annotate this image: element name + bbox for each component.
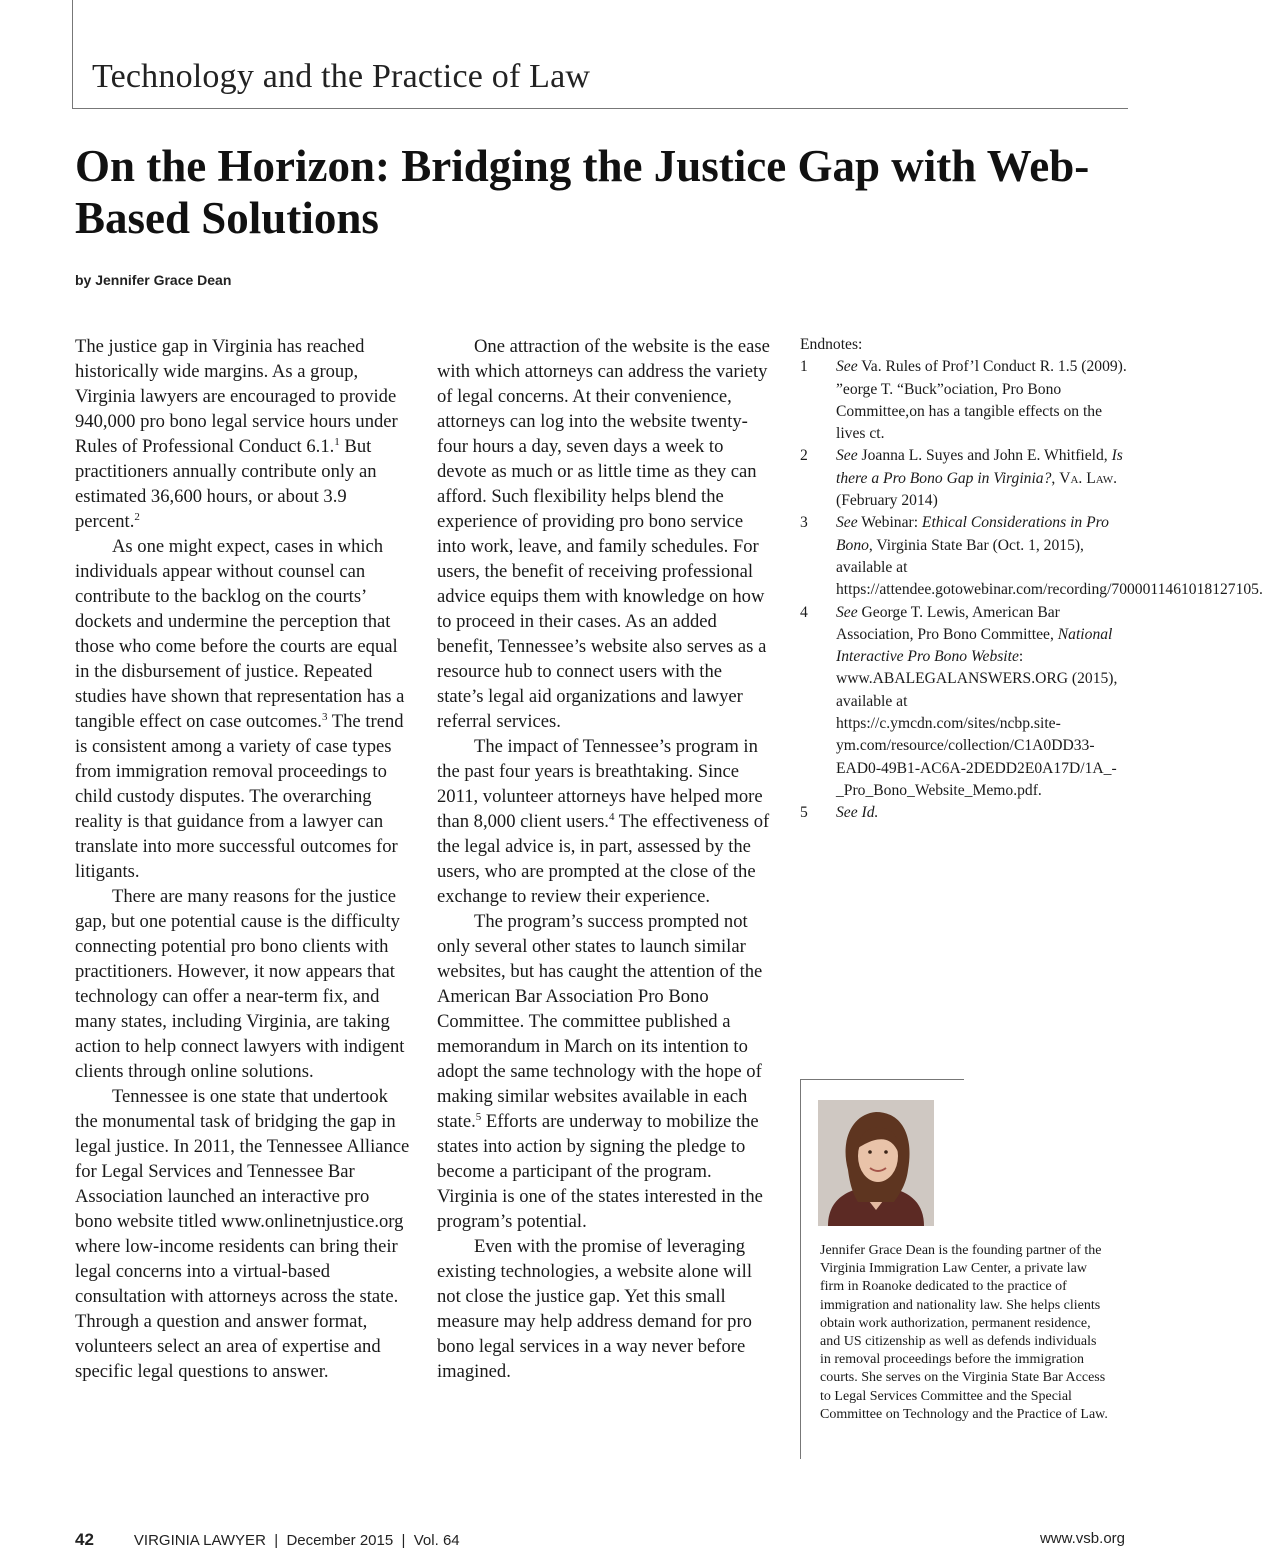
section-rule-horizontal bbox=[72, 108, 1128, 109]
author-bio: Jennifer Grace Dean is the founding partner of the Virginia Immigration Law Center, a private law firm in Roanoke dedicated to the practice of immigration and nationality law. She helps clients obtain work authorization, permanent residence, and US citizenship as well as defends individuals in removal proceedings before the immigration courts. She serves on the Virginia State Bar Access to Legal Services Committee and the Special Committee on Technology and the Practice of Law. bbox=[820, 1243, 1108, 1422]
endnote-4: 4 See George T. Lewis, American Bar Association, Pro Bono Committee, National Interactive Pro Bono Website: www.ABALEGALANSWERS.ORG (2015), available at https://c.ymcdn.com/sites/ncbp.site-ym.com/resource/collection/C1A0DD33-EAD0-49B1-AC6A-2DEDD2E0A17D/1A_-_Pro_Bono_Website_Memo.pdf. bbox=[800, 603, 1118, 799]
paragraph: The justice gap in Virginia has reached historically wide margins. As a group, Virginia lawyers are encouraged to provide 940,000 pro bono legal service hours under Rules of Professional Conduct 6.1.$^1$ But practitioners annually contribute only an estimated 36,600 hours, or about 3.9 percent.$^2$ bbox=[75, 336, 398, 532]
bio-rule-top bbox=[800, 1079, 964, 1080]
footer-left bbox=[75, 1530, 460, 1550]
endnote-2: 2 See Joanna L. Suyes and John E. Whitfield, Is there a Pro Bono Gap in Virginia?, Va. Law. (February 2014) bbox=[800, 447, 1123, 510]
website-link: www.vsb.org bbox=[1039, 1530, 1125, 1547]
footnote-ref: 4 bbox=[608, 810, 615, 823]
paragraph: As one might expect, cases in which individuals appear without counsel can contribute to the backlog on the courts’ dockets and undermine the perception that those who come before the courts are equal in the disbursement of justice. Repeated studies have shown that representation has a tangible effect on case outcomes.$^3$ The trend is consistent among a variety of case types from immigration removal proceedings to child custody disputes. The overarching reality is that guidance from a lawyer can translate into more successful outcomes for litigants. bbox=[75, 536, 405, 882]
endnotes bbox=[800, 334, 1263, 825]
author-photo bbox=[818, 1100, 934, 1226]
paragraph: Even with the promise of leveraging existing technologies, a website alone will not close the justice gap. Yet this small measure may help address demand for pro bono legal services in a way never before imagined. bbox=[437, 1236, 752, 1382]
paragraph: Tennessee is one state that undertook the monumental task of bridging the gap in legal justice. In 2011, the Tennessee Alliance for Legal Services and Tennessee Bar Association launched an interactive pro bono website titled www.onlinetnjustice.org where low-income residents can bring their legal concerns into a virtual-based consultation with attorneys across the state. Through a question and answer format, volunteers select an area of expertise and specific legal questions to answer. bbox=[75, 1086, 410, 1382]
body-column-2 bbox=[437, 334, 772, 1384]
paragraph: The program’s success prompted not only several other states to launch similar websites, but has caught the attention of the American Bar Association Pro Bono Committee. The committee published a memorandum in March on its intention to adopt the same technology with the hope of making similar websites available in each state.$^5$ Efforts are underway to mobilize the states into action by signing the pledge to become a participant of the program. Virginia is one of the states interested in the program’s potential. bbox=[437, 911, 763, 1232]
paragraph: The impact of Tennessee’s program in the past four years is breathtaking. Since 2011, volunteer attorneys have helped more than 8,000 client users.$^4$ The effectiveness of the legal advice is, in part, assessed by the users, who are prompted at the close of the exchange to review their experience. bbox=[437, 736, 770, 907]
footnote-ref: 3 bbox=[321, 710, 328, 723]
body-column-1 bbox=[75, 334, 410, 1384]
bio-rule-left bbox=[800, 1079, 801, 1459]
paragraph: One attraction of the website is the ease with which attorneys can address the variety of legal concerns. At their convenience, attorneys can log into the website twenty-four hours a day, seven days a week to devote as much or as little time as they can afford. Such flexibility helps blend the experience of providing pro bono service into work, leave, and family schedules. For users, the benefit of receiving professional advice equips them with knowledge on how to proceed in their cases. As an added benefit, Tennessee’s website also serves as a resource hub to connect users with the state’s legal aid organizations and lawyer referral services. bbox=[437, 336, 770, 732]
publication-info: VIRGINIA LAWYER | December 2015 | Vol. 64 bbox=[133, 1532, 460, 1549]
endnote-3: 3 See Webinar: Ethical Considerations in Pro Bono, Virginia State Bar (Oct. 1, 2015), available at https://attendee.gotowebinar.com/recording/7000011461018127105. bbox=[800, 514, 1263, 599]
section-rule-vertical bbox=[72, 0, 73, 108]
footnote-ref: 5 bbox=[475, 1110, 482, 1123]
paragraph: There are many reasons for the justice gap, but one potential cause is the difficulty connecting potential pro bono clients with practitioners. However, it now appears that technology can offer a near-term fix, and many states, including Virginia, are taking action to help connect lawyers with indigent clients through online solutions. bbox=[75, 886, 405, 1082]
endnote-1: 1 See Va. Rules of Prof’l Conduct R. 1.5 (2009). ”eorge T. “Buck”ociation, Pro Bono Committee,on has a tangible effects on the lives ct. bbox=[800, 358, 1127, 443]
section-title: Technology and the Practice of Law bbox=[92, 58, 591, 95]
article-title: On the Horizon: Bridging the Justice Gap with Web-Based Solutions bbox=[75, 141, 1090, 243]
byline: by Jennifer Grace Dean bbox=[75, 272, 232, 288]
footnote-ref: 2 bbox=[134, 510, 140, 523]
footnote-ref: 1 bbox=[334, 435, 340, 448]
endnote-5: 5 See Id. bbox=[800, 804, 879, 822]
page-number: 42 bbox=[75, 1530, 94, 1549]
endnotes-title: Endnotes: bbox=[800, 336, 863, 353]
